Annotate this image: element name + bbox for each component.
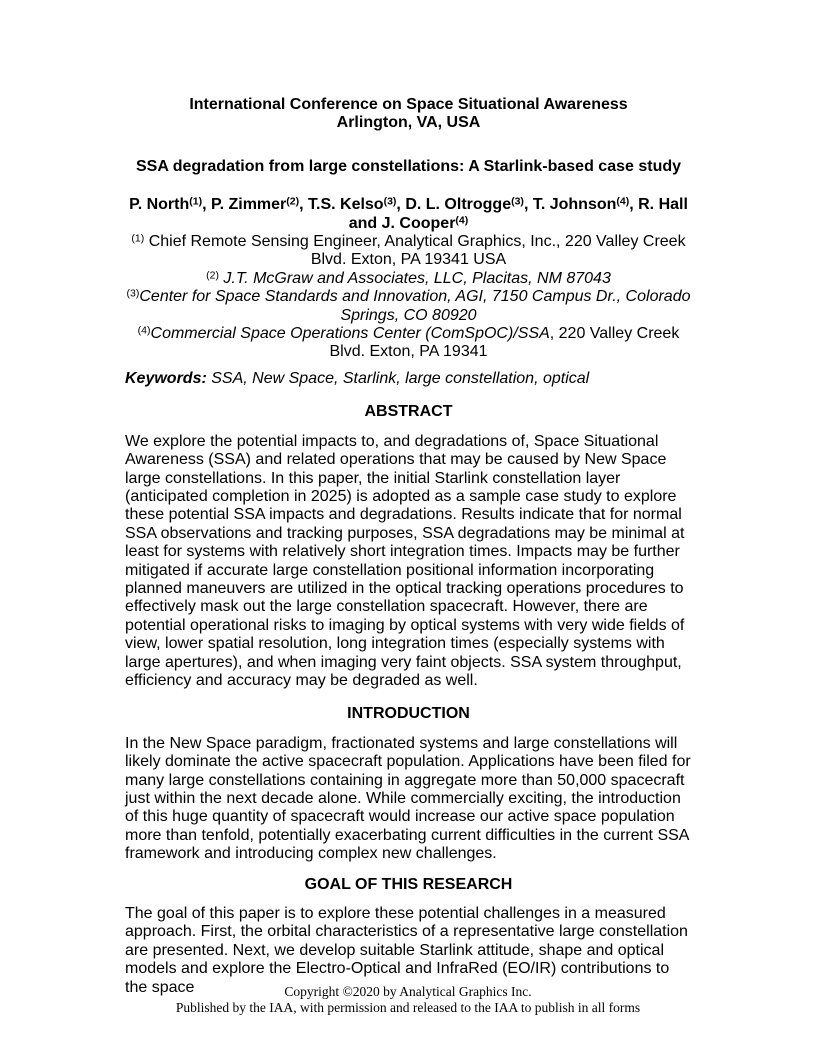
affiliations [125, 233, 692, 362]
conference-location: Arlington, VA, USA [336, 114, 481, 132]
author-segment [202, 196, 299, 213]
author-name: , T.S. Kelso [299, 196, 384, 214]
author-name: , D. L. Oltrogge [396, 196, 512, 214]
author-segment [129, 196, 202, 213]
affiliation-3 [125, 288, 692, 325]
paper-content [125, 96, 692, 997]
author-name: P. North [129, 196, 190, 214]
author-line [125, 196, 692, 233]
section-heading-abstract: ABSTRACT [364, 403, 453, 421]
section-body-abstract: We explore the potential impacts to, and degradations of, Space Situational Awareness (SSA) and related operations that may be caused by New Space large constellations. In this paper, the initial Starlink constellation layer (anticipated completion in 2025) is adopted as a sample case study to explore these potential SSA impacts and degradations. Results indicate that for normal SSA observations and tracking purposes, SSA degradations may be minimal at least for systems with relatively short integration times. Impacts may be further mitigated if accurate large constellation positional information incorporating planned maneuvers are utilized in the optical tracking operations procedures to effectively mask out the large constellation spacecraft. However, there are potential operational risks to imaging by optical systems with very wide fields of view, lower spatial resolution, long integration times (especially systems with large apertures), and when imaging very faint objects. SSA system throughput, efficiency and accuracy may be degraded as well. [125, 432, 685, 689]
author-affiliation-marker: (2) [286, 195, 300, 208]
author-segment [299, 196, 396, 213]
keywords-list: SSA, New Space, Starlink, large constellation, optical [206, 369, 590, 387]
section-body-introduction: In the New Space paradigm, fractionated systems and large constellations will likely dominate the active spacecraft population. Applications have been filed for many large constellations containing in aggregate more than 50,000 spacecraft just within the next decade alone. While commercially exciting, the introduction of this huge quantity of spacecraft would increase our active space population more than tenfold, potentially exacerbating current difficulties in the current SSA framework and introducing complex new challenges. [125, 734, 691, 863]
section-heading-goal: GOAL OF THIS RESEARCH [304, 875, 513, 893]
affiliation-address: Chief Remote Sensing Engineer, Analytical Graphics, Inc., 220 Valley Creek Blvd. Exton, PA 19341 USA [144, 233, 686, 269]
author-affiliation-marker: (4) [455, 214, 469, 227]
author-segment [524, 196, 629, 213]
author-affiliation-marker: (3) [383, 195, 397, 208]
affiliation-org: Center for Space Standards and Innovation, AGI, 7150 Campus Dr., Colorado Springs, CO 80920 [139, 288, 691, 324]
publisher-line: Published by the IAA, with permission and released to the IAA to publish in all forms [175, 999, 641, 1015]
paper-title: SSA degradation from large constellations: A Starlink-based case study [135, 157, 682, 175]
conference-header [125, 96, 692, 133]
affiliation-address: , 220 Valley Creek Blvd. Exton, PA 19341 [329, 325, 680, 361]
keywords-line [125, 370, 692, 388]
author-name: , R. Hall and J. Cooper [348, 196, 688, 232]
affiliation-2 [125, 270, 692, 288]
author-segment [396, 196, 524, 213]
affiliation-marker: (2) [206, 269, 219, 282]
affiliation-org: Commercial Space Operations Center (ComSpOC)/SSA [150, 325, 550, 343]
section-body-goal: The goal of this paper is to explore these potential challenges in a measured approach. First, the orbital characteristics of a representative large constellation are presented. Next, we develop suitable Starlink attitude, shape and optical models and explore the Electro-Optical and InfraRed (EO/IR) contributions to the space [125, 905, 688, 996]
affiliation-marker: (4) [137, 324, 151, 337]
author-name: , P. Zimmer [202, 196, 287, 214]
conference-name: International Conference on Space Situational Awareness [189, 96, 628, 113]
keywords-label: Keywords: [125, 369, 207, 387]
affiliation-org: J.T. McGraw and Associates, LLC, Placitas, NM 87043 [218, 269, 611, 287]
page-footer [0, 984, 816, 1015]
copyright-line: Copyright ©2020 by Analytical Graphics Inc. [284, 984, 532, 999]
author-affiliation-marker: (1) [189, 195, 203, 208]
affiliation-marker: (1) [131, 232, 145, 245]
affiliation-4 [125, 325, 692, 362]
section-heading-introduction: INTRODUCTION [347, 705, 470, 723]
affiliation-1 [125, 233, 692, 270]
author-name: , T. Johnson [523, 196, 617, 214]
author-affiliation-marker: (4) [616, 195, 630, 208]
affiliation-marker: (3) [126, 287, 140, 300]
author-affiliation-marker: (3) [511, 195, 524, 208]
